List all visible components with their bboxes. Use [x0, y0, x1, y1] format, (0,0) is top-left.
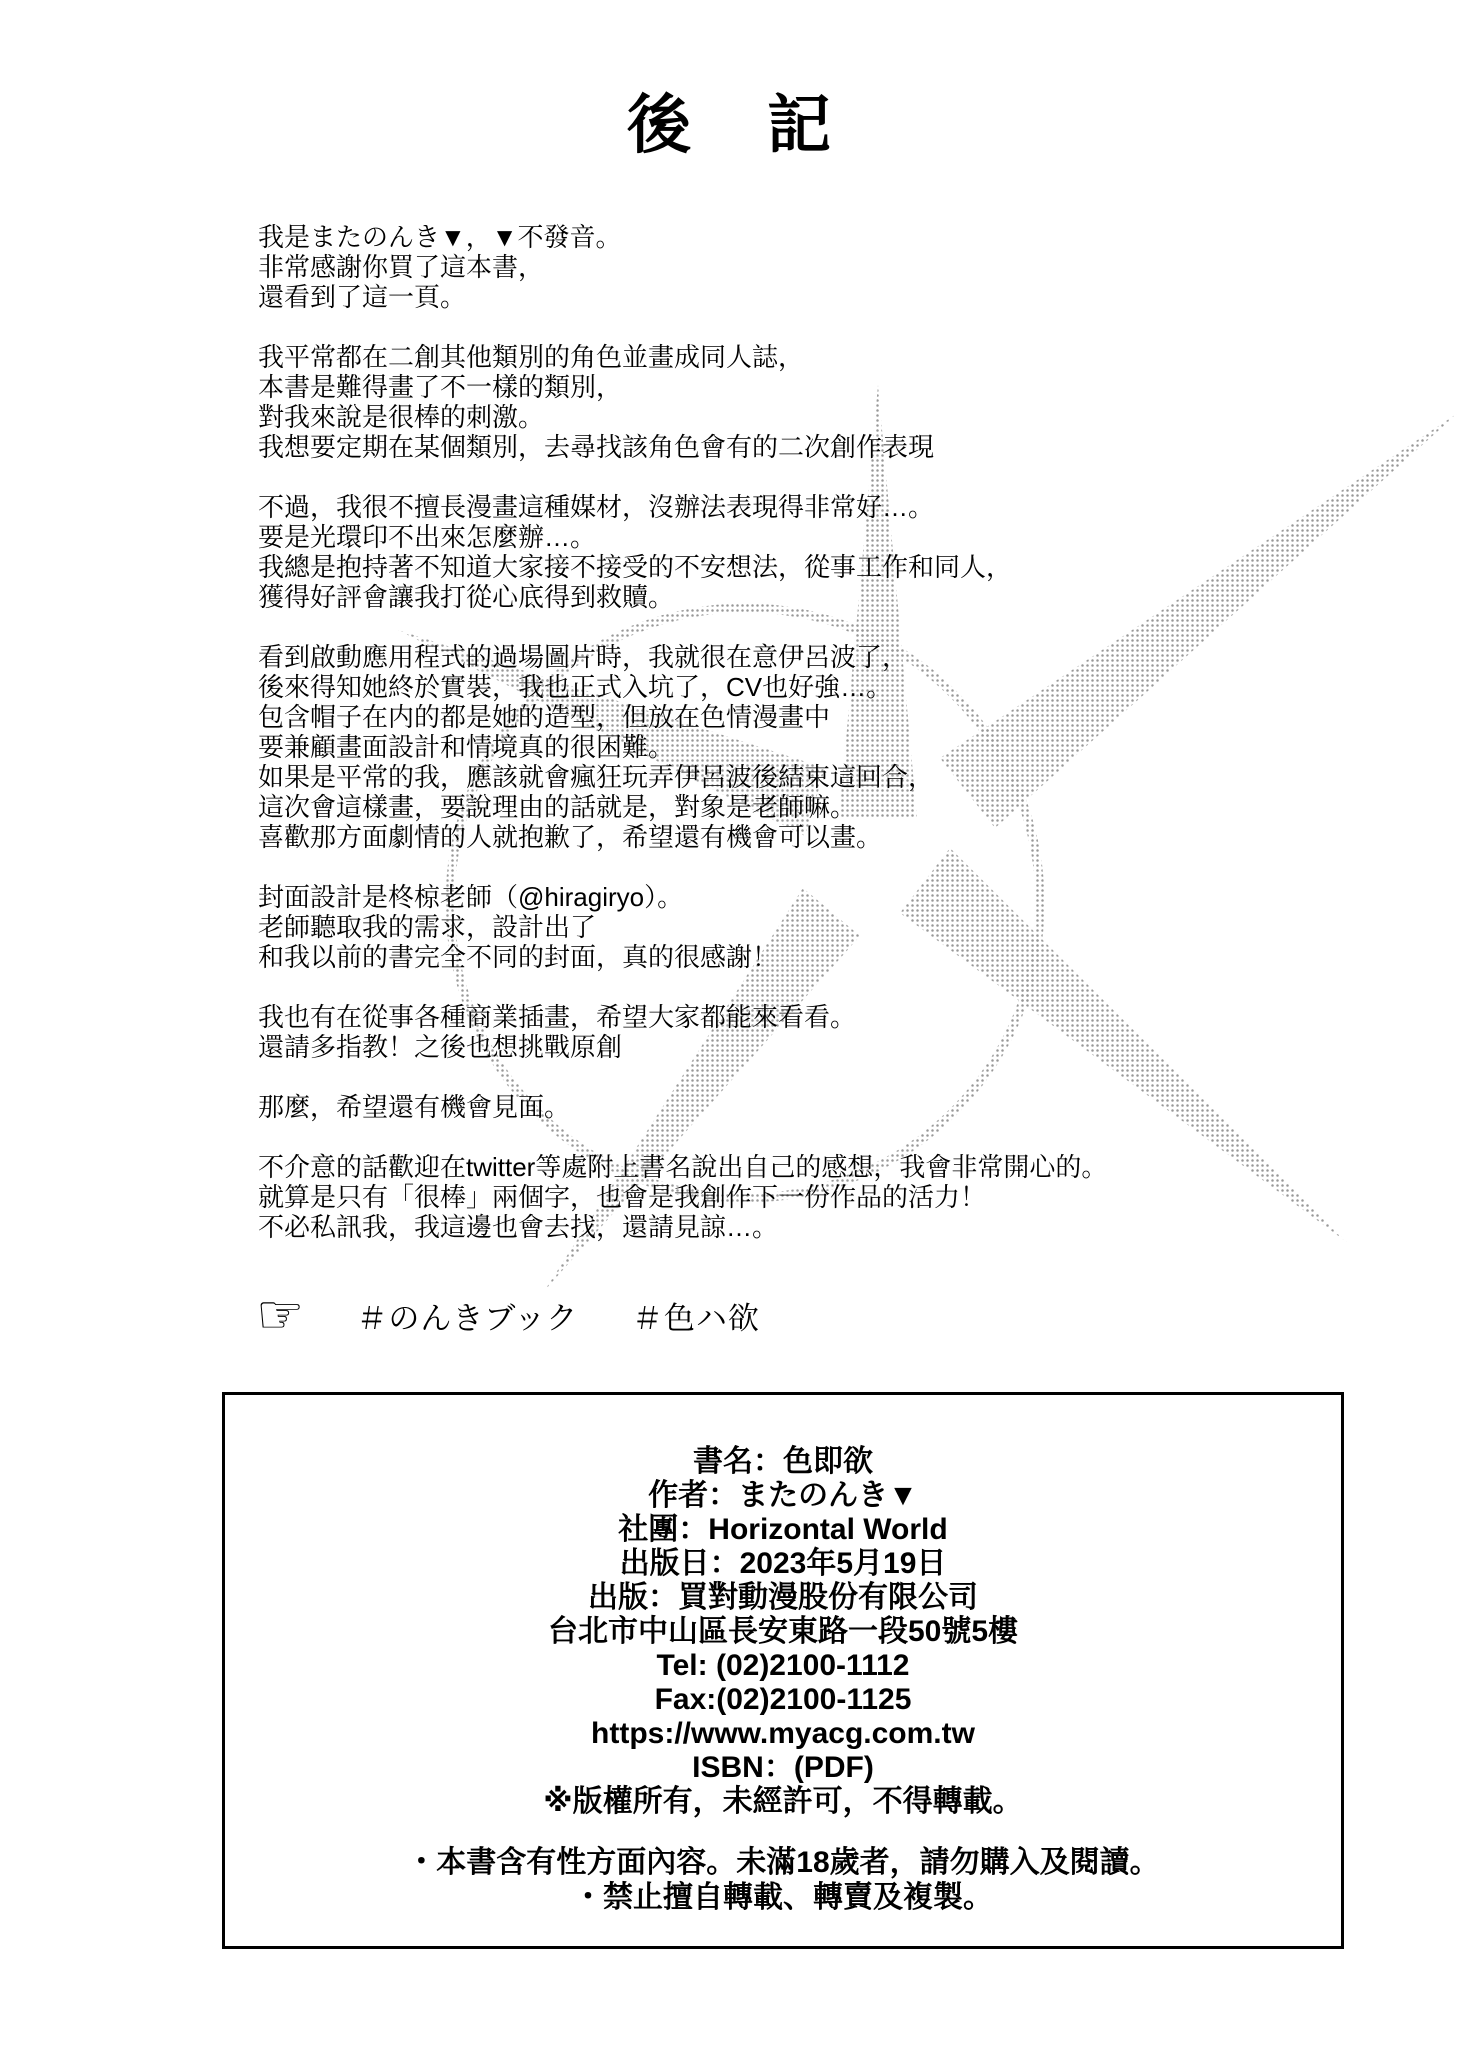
paragraph-line: 獲得好評會讓我打從心底得到救贖。 — [258, 582, 675, 612]
paragraph-line: 不介意的話歡迎在twitter等處附上書名說出自己的感想，我會非常開心的。 — [258, 1152, 1108, 1182]
paragraph-line: 老師聽取我的需求，設計出了 — [258, 912, 597, 942]
paragraph-line: 對我來說是很棒的刺激。 — [258, 402, 545, 432]
paragraph-line: 不必私訊我，我這邊也會去找，還請見諒…。 — [258, 1212, 779, 1242]
paragraph-line: 還請多指教！之後也想挑戰原創 — [258, 1032, 623, 1062]
paragraph-line: 我也有在從事各種商業插畫，希望大家都能來看看。 — [258, 1002, 857, 1032]
colophon-line-publish-date: 出版日：2023年5月19日 — [619, 1547, 947, 1580]
colophon-line-url: https://www.myacg.com.tw — [591, 1717, 975, 1750]
colophon-line-fax: Fax:(02)2100-1125 — [654, 1683, 912, 1716]
paragraph-line: 封面設計是柊椋老師（@hiragiryo）。 — [258, 882, 684, 912]
colophon-line-book-title: 書名：色即欲 — [693, 1445, 873, 1478]
colophon-line-circle: 社團：Horizontal World — [618, 1513, 948, 1546]
paragraph-line: 本書是難得畫了不一樣的類別， — [258, 372, 623, 402]
paragraph-line: 我平常都在二創其他類別的角色並畫成同人誌， — [258, 342, 805, 372]
paragraph-line: 不過，我很不擅長漫畫這種媒材，沒辦法表現得非常好…。 — [258, 492, 935, 522]
paragraph-line: 要是光環印不出來怎麼辦…。 — [258, 522, 597, 552]
colophon-line-isbn: ISBN：(PDF) — [692, 1751, 874, 1784]
warning-line-no-reproduction: ・禁止擅自轉載、轉賣及複製。 — [573, 1881, 993, 1914]
paragraph-line: 喜歡那方面劇情的人就抱歉了，希望還有機會可以畫。 — [258, 822, 883, 852]
hashtag-row — [256, 1285, 804, 1345]
paragraph-line: 還看到了這一頁。 — [258, 282, 467, 312]
warning-line-adult: ・本書含有性方面內容。未滿18歲者，請勿購入及閱讀。 — [406, 1846, 1160, 1879]
paragraph-line: 後來得知她終於實裝，我也正式入坑了，CV也好強…。 — [258, 672, 893, 702]
colophon-warnings — [225, 1845, 1341, 1915]
colophon-lines — [225, 1445, 1341, 1819]
hashtag-tag: ＃のんきブック — [356, 1300, 579, 1336]
colophon-line-author: 作者：またのんき▼ — [648, 1479, 918, 1512]
paragraph-line: 那麼，希望還有機會見面。 — [258, 1092, 571, 1122]
paragraph-line: 和我以前的書完全不同的封面，真的很感謝！ — [258, 942, 779, 972]
paragraph-line: 就算是只有「很棒」兩個字，也會是我創作下一份作品的活力！ — [258, 1182, 987, 1212]
paragraph-line: 非常感謝你買了這本書， — [258, 252, 545, 282]
hashtag-tag: ＃色ハ欲 — [631, 1300, 760, 1336]
paragraph-line: 包含帽子在内的都是她的造型，但放在色情漫畫中 — [258, 702, 831, 732]
colophon-line-tel: Tel: (02)2100-1112 — [656, 1649, 910, 1682]
afterword-body — [258, 192, 1384, 1272]
colophon-line-publisher: 出版：買對動漫股份有限公司 — [588, 1581, 978, 1614]
paragraph-line: 我是またのんき▼，▼不發音。 — [258, 222, 622, 252]
hashtag-tags — [356, 1293, 803, 1338]
colophon-box — [222, 1392, 1344, 1949]
paragraph-line: 如果是平常的我，應該就會瘋狂玩弄伊呂波後結束這回合， — [258, 762, 935, 792]
paragraph-line: 我總是抱持著不知道大家接不接受的不安想法，從事工作和同人， — [258, 552, 1013, 582]
paragraph-line: 我想要定期在某個類別，去尋找該角色會有的二次創作表現 — [258, 432, 935, 462]
pointing-hand-icon: ☞ — [256, 1285, 305, 1345]
paragraph-line: 這次會這樣畫，要說理由的話就是，對象是老師嘛。 — [258, 792, 857, 822]
page-title: 後 記 — [627, 89, 837, 161]
paragraph-line: 看到啟動應用程式的過場圖片時，我就很在意伊呂波了， — [258, 642, 909, 672]
paragraph-line: 要兼顧畫面設計和情境真的很困難。 — [258, 732, 675, 762]
colophon-line-address: 台北市中山區長安東路一段50號5樓 — [547, 1615, 1019, 1648]
colophon-line-copyright: ※版權所有，未經許可，不得轉載。 — [543, 1785, 1023, 1818]
